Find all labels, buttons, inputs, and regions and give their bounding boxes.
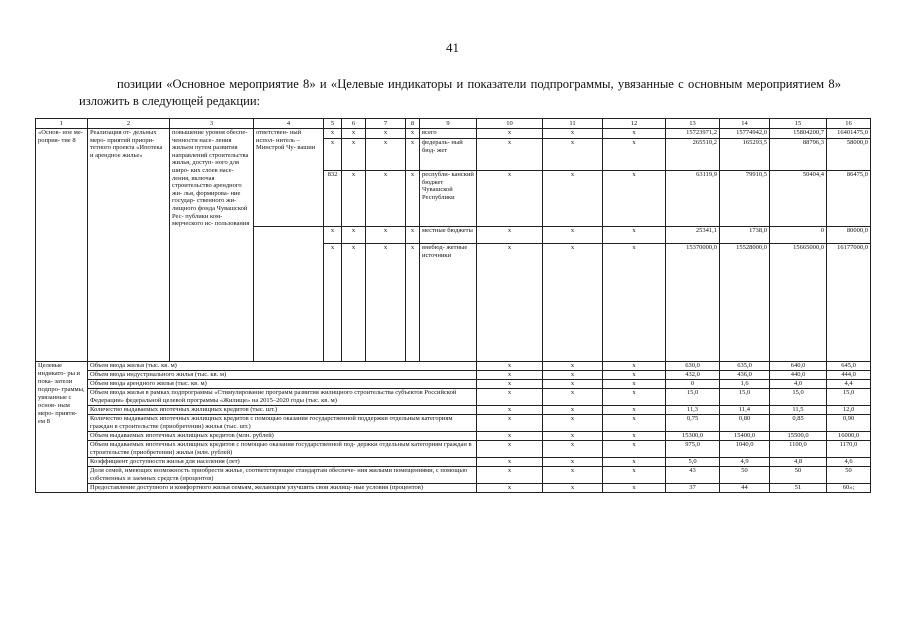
column-number: 10 — [477, 119, 543, 129]
table-cell: x — [603, 389, 666, 406]
table-cell: x — [543, 389, 603, 406]
indicator-value: 444,0 — [827, 371, 871, 380]
table-cell: x — [324, 129, 342, 139]
indicator-value: 11,3 — [666, 406, 720, 415]
indicator-row — [36, 432, 871, 441]
table-cell: x — [543, 139, 603, 171]
funding-value: 15370000,0 — [666, 244, 720, 362]
indicator-row — [36, 406, 871, 415]
indicator-name: Количество выдаваемых ипотечных жилищных кредитов (тыс. шт.) — [88, 406, 477, 415]
table-cell: x — [477, 129, 543, 139]
table-cell: x — [543, 371, 603, 380]
funding-value: 79910,5 — [720, 171, 770, 227]
table-cell: x — [603, 380, 666, 389]
column-number: 1 — [36, 119, 88, 129]
funding-value: 1738,0 — [720, 227, 770, 244]
table-cell: x — [603, 441, 666, 458]
column-number: 14 — [720, 119, 770, 129]
table-cell: x — [543, 467, 603, 484]
table-cell: x — [477, 441, 543, 458]
indicator-value: 630,0 — [666, 362, 720, 371]
funding-source: внебюд- жетные источники — [420, 244, 477, 362]
indicator-value: 0,80 — [720, 415, 770, 432]
table-cell: x — [366, 139, 406, 171]
column-number: 3 — [170, 119, 254, 129]
indicator-value: 432,0 — [666, 371, 720, 380]
table-cell: x — [342, 244, 366, 362]
indicator-value: 0 — [666, 380, 720, 389]
funding-value: 165293,5 — [720, 139, 770, 171]
funding-value: 265510,2 — [666, 139, 720, 171]
indicator-value: 640,0 — [770, 362, 827, 371]
table-cell: x — [543, 441, 603, 458]
indicator-name: Объем ввода индустриального жилья (тыс. кв. м) — [88, 371, 477, 380]
table-cell: x — [543, 129, 603, 139]
indicator-row — [36, 389, 871, 406]
table-cell: x — [366, 244, 406, 362]
indicator-name: Объем ввода арендного жилья (тыс. кв. м) — [88, 380, 477, 389]
table-cell: x — [477, 371, 543, 380]
indicator-value: 11,5 — [770, 406, 827, 415]
indicator-row — [36, 467, 871, 484]
indicator-value: 15,0 — [720, 389, 770, 406]
indicator-name: Доля семей, имеющих возможность приобрести жилье, соответствующее стандартам обеспече- ния жилыми помещениями, с помощью собственных и заемных средств (процентов) — [88, 467, 477, 484]
table-cell: x — [406, 171, 420, 227]
indicator-value: 51 — [770, 484, 827, 493]
empty-cell — [254, 227, 324, 362]
indicator-name: Объем ввода жилья (тыс. кв. м) — [88, 362, 477, 371]
indicator-value: 436,0 — [720, 371, 770, 380]
table-cell: x — [477, 484, 543, 493]
table-cell: 832 — [324, 171, 342, 227]
indicator-value: 50 — [827, 467, 871, 484]
column-number: 16 — [827, 119, 871, 129]
funding-source: всего — [420, 129, 477, 139]
table-cell: x — [324, 139, 342, 171]
indicator-name: Объем выдаваемых ипотечных жилищных кредитов (млн. рублей) — [88, 432, 477, 441]
table-cell: x — [603, 458, 666, 467]
table-cell: x — [603, 406, 666, 415]
table-cell: x — [477, 171, 543, 227]
table-cell: x — [324, 244, 342, 362]
column-number: 9 — [420, 119, 477, 129]
table-cell: x — [603, 415, 666, 432]
column-number: 6 — [342, 119, 366, 129]
indicator-value: 1100,0 — [770, 441, 827, 458]
column-number: 11 — [543, 119, 603, 129]
measure-name: Реализация от- дельных меро- приятий приори- тетного проекта «Ипотека и арендное жилье» — [88, 129, 170, 362]
table-cell: x — [543, 484, 603, 493]
table-cell: x — [477, 432, 543, 441]
indicator-row — [36, 484, 871, 493]
funding-value: 15723971,2 — [666, 129, 720, 139]
indicator-name: Коэффициент доступности жилья для населения (лет) — [88, 458, 477, 467]
program-table — [35, 118, 871, 493]
table-cell: x — [406, 244, 420, 362]
column-number: 15 — [770, 119, 827, 129]
indicator-value: 37 — [666, 484, 720, 493]
indicator-value: 15400,0 — [720, 432, 770, 441]
table-cell: x — [543, 244, 603, 362]
table-cell: x — [603, 467, 666, 484]
indicator-value: 975,0 — [666, 441, 720, 458]
table-cell: x — [543, 432, 603, 441]
page-number: 41 — [446, 40, 459, 55]
indicator-name: Объем выдаваемых ипотечных жилищных кредитов с помощью оказания государственной под- держки отдельным категориям граждан в строительстве (приобретении) жилья (млн. рублей) — [88, 441, 477, 458]
indicator-value: 4,4 — [827, 380, 871, 389]
table-cell: x — [603, 362, 666, 371]
indicator-value: 1170,0 — [827, 441, 871, 458]
funding-value: 80000,0 — [827, 227, 871, 244]
table-cell: x — [543, 458, 603, 467]
indicator-value: 0,75 — [666, 415, 720, 432]
funding-row — [36, 129, 871, 139]
table-cell: x — [477, 244, 543, 362]
intro-paragraph: позиции «Основное мероприятие 8» и «Целевые индикаторы и показатели подпрограммы, увязанные с основным мероприятием 8» изложить в следующей редакции: — [79, 77, 841, 108]
indicator-value: 60»; — [827, 484, 871, 493]
table-cell: x — [543, 362, 603, 371]
indicator-value: 0,85 — [770, 415, 827, 432]
table-cell: x — [406, 139, 420, 171]
indicator-name: Предоставление доступного и комфортного жилья семьям, желающим улучшить свои жилищ- ные условия (процентов) — [88, 484, 477, 493]
table-cell: x — [543, 171, 603, 227]
table-cell: x — [366, 129, 406, 139]
table-cell: x — [342, 171, 366, 227]
table-cell: x — [543, 380, 603, 389]
table-cell: x — [603, 227, 666, 244]
table-cell: x — [342, 139, 366, 171]
indicator-value: 4,9 — [720, 458, 770, 467]
funding-value: 88796,3 — [770, 139, 827, 171]
table-cell: x — [406, 129, 420, 139]
table-cell: x — [366, 171, 406, 227]
indicator-value: 0,90 — [827, 415, 871, 432]
funding-value: 0 — [770, 227, 827, 244]
indicator-row — [36, 415, 871, 432]
indicator-value: 635,0 — [720, 362, 770, 371]
indicator-value: 15,0 — [827, 389, 871, 406]
indicator-value: 645,0 — [827, 362, 871, 371]
funding-value: 63119,9 — [666, 171, 720, 227]
table-cell: x — [603, 484, 666, 493]
table-cell: x — [603, 244, 666, 362]
table-cell: x — [603, 129, 666, 139]
funding-value: 25341,1 — [666, 227, 720, 244]
column-number: 2 — [88, 119, 170, 129]
indicator-name: Количество выдаваемых ипотечных жилищных кредитов с помощью оказания государственной поддержки отдельным категориям граждан в строительстве (приобретении) жилья (тыс. шт.) — [88, 415, 477, 432]
table-cell: x — [543, 415, 603, 432]
table-cell: x — [477, 227, 543, 244]
column-number: 12 — [603, 119, 666, 129]
indicator-row — [36, 441, 871, 458]
table-cell: x — [603, 371, 666, 380]
funding-value: 58000,0 — [827, 139, 871, 171]
table-cell: x — [477, 406, 543, 415]
indicator-value: 43 — [666, 467, 720, 484]
indicator-value: 15300,0 — [666, 432, 720, 441]
indicator-row — [36, 380, 871, 389]
indicators-label: Целевые индикато- ры и пока- затели подпро- граммы, увязанные с основ- ным меро- прияти- ем 8 — [36, 362, 88, 493]
column-number: 7 — [366, 119, 406, 129]
table-cell: x — [342, 129, 366, 139]
measure-code: «Основ- ное ме- роприя- тие 8 — [36, 129, 88, 362]
table-cell: x — [543, 406, 603, 415]
indicator-value: 1040,0 — [720, 441, 770, 458]
indicator-row — [36, 362, 871, 371]
table-cell: x — [603, 171, 666, 227]
indicator-value: 12,0 — [827, 406, 871, 415]
indicator-value: 15500,0 — [770, 432, 827, 441]
column-number: 5 — [324, 119, 342, 129]
indicator-value: 16000,0 — [827, 432, 871, 441]
table-cell: x — [477, 389, 543, 406]
funding-value: 86475,0 — [827, 171, 871, 227]
indicator-value: 44 — [720, 484, 770, 493]
column-number: 8 — [406, 119, 420, 129]
table-cell: x — [406, 227, 420, 244]
funding-source: республи- канский бюджет Чувашской Республики — [420, 171, 477, 227]
indicator-value: 15,0 — [770, 389, 827, 406]
table-cell: x — [342, 227, 366, 244]
measure-executor: ответствен- ный испол- нитель – Минстрой Чу- вашии — [254, 129, 324, 227]
measure-goal: повышение уровня обеспе- ченности насе- ления жильем путем развития направлений строительства жилья, доступ- ного для широ- ких слоев насе- ления, включая строительство арендного жи- лья, формирова- ние государ- ственного жи- лищного фонда Чувашской Рес- публики ком- мерческого ис- пользования — [170, 129, 254, 362]
table-cell: x — [366, 227, 406, 244]
indicator-value: 11,4 — [720, 406, 770, 415]
funding-value: 16177000,0 — [827, 244, 871, 362]
funding-source: местные бюджеты — [420, 227, 477, 244]
funding-value: 16401475,0 — [827, 129, 871, 139]
indicator-value: 440,0 — [770, 371, 827, 380]
indicator-value: 50 — [720, 467, 770, 484]
funding-value: 15774942,0 — [720, 129, 770, 139]
table-cell: x — [477, 467, 543, 484]
table-cell: x — [477, 458, 543, 467]
table-cell: x — [603, 432, 666, 441]
funding-value: 50404,4 — [770, 171, 827, 227]
funding-source: федераль- ный бюд- жет — [420, 139, 477, 171]
table-cell: x — [477, 380, 543, 389]
column-number: 13 — [666, 119, 720, 129]
table-cell: x — [477, 362, 543, 371]
table-cell: x — [477, 415, 543, 432]
header-row — [36, 119, 871, 129]
funding-value: 15804200,7 — [770, 129, 827, 139]
indicator-row — [36, 458, 871, 467]
indicator-value: 1,6 — [720, 380, 770, 389]
funding-value: 15528000,0 — [720, 244, 770, 362]
indicator-value: 4,0 — [770, 380, 827, 389]
indicator-value: 50 — [770, 467, 827, 484]
funding-value: 15665000,0 — [770, 244, 827, 362]
table-cell: x — [603, 139, 666, 171]
indicator-value: 5,0 — [666, 458, 720, 467]
indicator-value: 4,8 — [770, 458, 827, 467]
indicator-name: Объем ввода жилья в рамках подпрограммы «Стимулирование программ развития жилищного строительства субъектов Российской Федерации» федеральной целевой программы «Жилище» на 2015–2020 годы (тыс. кв. м) — [88, 389, 477, 406]
indicator-value: 15,0 — [666, 389, 720, 406]
indicator-row — [36, 371, 871, 380]
table-cell: x — [324, 227, 342, 244]
column-number: 4 — [254, 119, 324, 129]
table-cell: x — [477, 139, 543, 171]
table-cell: x — [543, 227, 603, 244]
indicator-value: 4,6 — [827, 458, 871, 467]
